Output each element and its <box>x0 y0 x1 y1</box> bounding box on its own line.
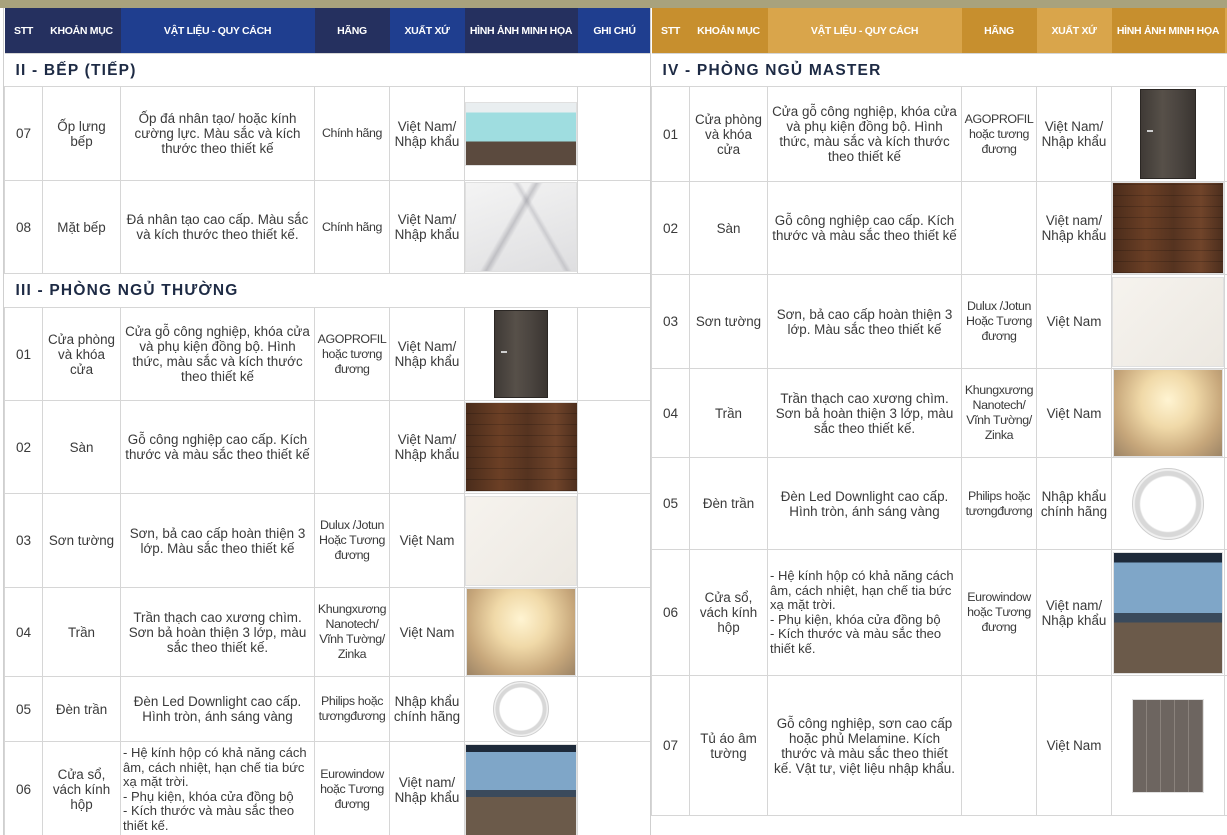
row-brand <box>962 182 1037 275</box>
row-item: Đèn trần <box>690 458 768 550</box>
row-origin: Nhập khẩu chính hãng <box>1037 458 1112 550</box>
row-image <box>1112 550 1225 676</box>
row-stt: 01 <box>652 87 690 182</box>
table-row <box>5 677 652 742</box>
wall-paint-photo <box>1112 277 1224 367</box>
row-note <box>578 401 652 494</box>
row-material: - Hệ kính hộp có khả năng cách âm, cách nhiệt, hạn chế tia bức xạ mặt trời. - Phụ kiện, khóa cửa đồng bộ - Kích thước và màu sắc theo thiết kế. <box>121 742 315 835</box>
table-row <box>5 401 652 494</box>
row-image <box>465 308 578 401</box>
row-item: Trần <box>690 369 768 458</box>
row-item: Cửa phòng và khóa cửa <box>43 308 121 401</box>
table-row <box>5 87 652 181</box>
row-stt: 05 <box>652 458 690 550</box>
row-note <box>578 677 652 742</box>
header-brand: HÃNG <box>962 8 1037 54</box>
row-stt: 05 <box>5 677 43 742</box>
window-photo <box>1113 552 1223 674</box>
row-brand: Chính hãng <box>315 87 390 181</box>
wood-door-photo <box>494 310 548 398</box>
wood-door-photo <box>1140 89 1196 179</box>
row-image <box>465 677 578 742</box>
row-origin: Việt nam/ Nhập khẩu <box>1037 182 1112 275</box>
row-item: Đèn trần <box>43 677 121 742</box>
table-row <box>652 275 1227 369</box>
wood-floor-photo <box>465 402 578 492</box>
row-brand: Dulux /Jotun Hoặc Tương đương <box>962 275 1037 369</box>
table-header-row <box>652 8 1227 54</box>
downlight-photo <box>1132 468 1204 540</box>
table-row <box>652 182 1227 275</box>
row-brand: Khungxương Nanotech/ Vĩnh Tường/ Zinka <box>315 588 390 677</box>
row-origin: Việt Nam <box>390 494 465 588</box>
section-title-kitchen: II - BẾP (TIẾP) <box>5 54 652 87</box>
row-stt: 01 <box>5 308 43 401</box>
section-title-master: IV - PHÒNG NGỦ MASTER <box>652 54 1227 87</box>
row-item: Ốp lưng bếp <box>43 87 121 181</box>
row-brand: Dulux /Jotun Hoặc Tương đương <box>315 494 390 588</box>
header-item: KHOẢN MỤC <box>690 8 768 54</box>
row-image <box>465 401 578 494</box>
left-spec-table <box>4 8 651 835</box>
row-item: Cửa sổ, vách kính hộp <box>43 742 121 835</box>
row-material: - Hệ kính hộp có khả năng cách âm, cách nhiệt, hạn chế tia bức xạ mặt trời. - Phụ kiện, khóa cửa đồng bộ - Kích thước và màu sắc theo thiết kế. <box>768 550 962 676</box>
row-stt: 08 <box>5 181 43 274</box>
row-item: Sàn <box>43 401 121 494</box>
row-image <box>465 181 578 274</box>
row-stt: 06 <box>652 550 690 676</box>
right-panel <box>650 8 1227 835</box>
row-stt: 06 <box>5 742 43 835</box>
section-title-bedroom: III - PHÒNG NGỦ THƯỜNG <box>5 274 652 308</box>
row-image <box>1112 458 1225 550</box>
row-origin: Nhập khẩu chính hãng <box>390 677 465 742</box>
table-row <box>652 87 1227 182</box>
row-item: Sơn tường <box>43 494 121 588</box>
row-origin: Việt Nam/ Nhập khẩu <box>390 308 465 401</box>
row-note <box>578 308 652 401</box>
table-row <box>652 458 1227 550</box>
row-origin: Việt nam/ Nhập khẩu <box>390 742 465 835</box>
left-panel <box>3 8 651 835</box>
row-item: Cửa phòng và khóa cửa <box>690 87 768 182</box>
table-row <box>652 369 1227 458</box>
row-material: Trần thạch cao xương chìm. Sơn bả hoàn thiện 3 lớp, màu sắc theo thiết kế. <box>121 588 315 677</box>
table-row <box>5 308 652 401</box>
table-row <box>652 550 1227 676</box>
table-row <box>5 742 652 835</box>
row-note <box>578 87 652 181</box>
section-row <box>5 274 652 308</box>
row-brand <box>962 676 1037 816</box>
ceiling-photo <box>1113 369 1223 457</box>
row-material: Sơn, bả cao cấp hoàn thiện 3 lớp. Màu sắc theo thiết kế <box>121 494 315 588</box>
header-item: KHOẢN MỤC <box>43 8 121 54</box>
row-image <box>1112 676 1225 816</box>
wardrobe-photo <box>1132 699 1204 793</box>
row-material: Đá nhân tạo cao cấp. Màu sắc và kích thước theo thiết kế. <box>121 181 315 274</box>
table-row <box>652 676 1227 816</box>
row-item: Cửa sổ, vách kính hộp <box>690 550 768 676</box>
row-brand: AGOPROFIL hoặc tương đương <box>315 308 390 401</box>
row-image <box>1112 87 1225 182</box>
header-origin: XUẤT XỨ <box>390 8 465 54</box>
row-item: Tủ áo âm tường <box>690 676 768 816</box>
row-material: Gỗ công nghiệp cao cấp. Kích thước và màu sắc theo thiết kế <box>121 401 315 494</box>
row-item: Sơn tường <box>690 275 768 369</box>
ceiling-photo <box>466 588 576 676</box>
row-brand: Eurowindow hoặc Tương đương <box>315 742 390 835</box>
row-stt: 03 <box>652 275 690 369</box>
row-stt: 07 <box>5 87 43 181</box>
header-origin: XUẤT XỨ <box>1037 8 1112 54</box>
row-brand: Khungxương Nanotech/ Vĩnh Tường/ Zinka <box>962 369 1037 458</box>
row-image <box>1112 369 1225 458</box>
row-material: Trần thạch cao xương chìm. Sơn bả hoàn thiện 3 lớp, màu sắc theo thiết kế. <box>768 369 962 458</box>
wood-floor-photo <box>1112 182 1224 274</box>
row-note <box>578 742 652 835</box>
downlight-photo <box>493 681 549 737</box>
row-material: Cửa gỗ công nghiệp, khóa cửa và phụ kiện đồng bộ. Hình thức, màu sắc và kích thước theo thiết kế <box>768 87 962 182</box>
table-row <box>5 588 652 677</box>
row-brand: Chính hãng <box>315 181 390 274</box>
row-origin: Việt Nam <box>390 588 465 677</box>
row-stt: 07 <box>652 676 690 816</box>
row-stt: 04 <box>652 369 690 458</box>
row-material: Đèn Led Downlight cao cấp. Hình tròn, ánh sáng vàng <box>768 458 962 550</box>
table-row <box>5 494 652 588</box>
header-brand: HÃNG <box>315 8 390 54</box>
row-brand <box>315 401 390 494</box>
row-material: Gỗ công nghiệp cao cấp. Kích thước và màu sắc theo thiết kế <box>768 182 962 275</box>
window-photo <box>465 744 577 835</box>
row-stt: 03 <box>5 494 43 588</box>
row-material: Sơn, bả cao cấp hoàn thiện 3 lớp. Màu sắc theo thiết kế <box>768 275 962 369</box>
wall-paint-photo <box>465 496 577 586</box>
row-stt: 04 <box>5 588 43 677</box>
table-header-row <box>5 8 652 54</box>
row-origin: Việt Nam/ Nhập khẩu <box>390 181 465 274</box>
row-origin: Việt Nam/ Nhập khẩu <box>1037 87 1112 182</box>
row-origin: Việt Nam <box>1037 369 1112 458</box>
row-note <box>578 181 652 274</box>
kitchen-backsplash-photo <box>465 102 577 166</box>
row-image <box>465 494 578 588</box>
row-material: Ốp đá nhân tạo/ hoặc kính cường lực. Màu sắc và kích thước theo thiết kế <box>121 87 315 181</box>
row-origin: Việt nam/ Nhập khẩu <box>1037 550 1112 676</box>
header-stt: STT <box>5 8 43 54</box>
header-material: VẬT LIỆU - QUY CÁCH <box>121 8 315 54</box>
row-image <box>1112 275 1225 369</box>
row-origin: Việt Nam <box>1037 676 1112 816</box>
row-brand: Eurowindow hoặc Tương đương <box>962 550 1037 676</box>
row-image <box>465 87 578 181</box>
row-origin: Việt Nam/ Nhập khẩu <box>390 401 465 494</box>
row-material: Gỗ công nghiệp, sơn cao cấp hoặc phủ Melamine. Kích thước và màu sắc theo thiết kế. Vật tư, việt liệu nhập khẩu. <box>768 676 962 816</box>
section-row <box>5 54 652 87</box>
row-item: Trần <box>43 588 121 677</box>
header-note: GHI CHÚ <box>578 8 652 54</box>
row-note <box>578 494 652 588</box>
row-material: Cửa gỗ công nghiệp, khóa cửa và phụ kiện đồng bộ. Hình thức, màu sắc và kích thước theo thiết kế <box>121 308 315 401</box>
row-brand: Philips hoặc tươngđương <box>315 677 390 742</box>
row-origin: Việt Nam <box>1037 275 1112 369</box>
row-origin: Việt Nam/ Nhập khẩu <box>390 87 465 181</box>
header-stt: STT <box>652 8 690 54</box>
top-strip <box>0 0 1227 8</box>
header-image: HÌNH ẢNH MINH HỌA <box>1112 8 1225 54</box>
marble-countertop-photo <box>465 182 577 272</box>
row-item: Sàn <box>690 182 768 275</box>
row-note <box>578 588 652 677</box>
row-stt: 02 <box>652 182 690 275</box>
section-row <box>652 54 1227 87</box>
row-brand: Philips hoặc tươngđương <box>962 458 1037 550</box>
row-material: Đèn Led Downlight cao cấp. Hình tròn, ánh sáng vàng <box>121 677 315 742</box>
row-image <box>1112 182 1225 275</box>
row-image <box>465 742 578 835</box>
row-brand: AGOPROFIL hoặc tương đương <box>962 87 1037 182</box>
row-item: Mặt bếp <box>43 181 121 274</box>
right-spec-table <box>651 8 1227 816</box>
row-image <box>465 588 578 677</box>
header-material: VẬT LIỆU - QUY CÁCH <box>768 8 962 54</box>
header-image: HÌNH ẢNH MINH HỌA <box>465 8 578 54</box>
row-stt: 02 <box>5 401 43 494</box>
table-row <box>5 181 652 274</box>
